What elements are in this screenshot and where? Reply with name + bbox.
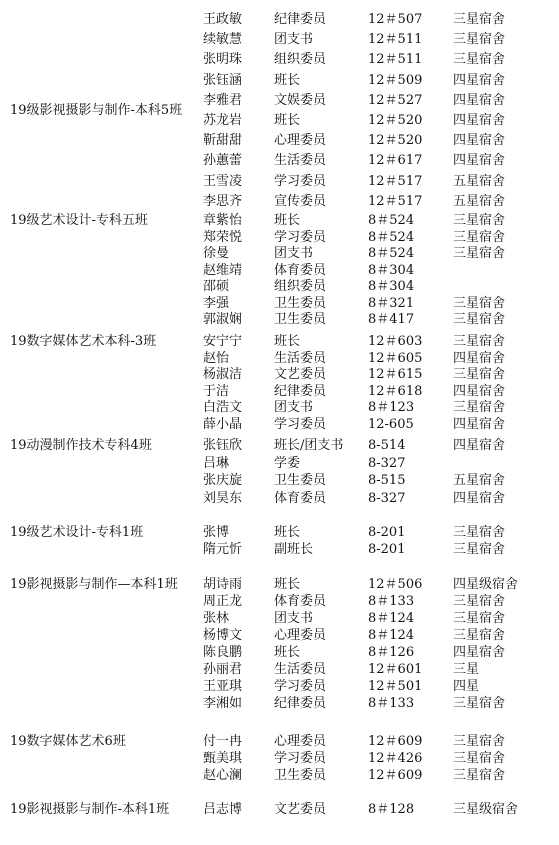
cell-role: 班长 [274,113,301,128]
table-row [0,541,559,559]
cell-role: 心理委员 [274,628,327,643]
cell-name: 隋元忻 [203,542,243,557]
table-row [0,51,559,69]
table-row [0,350,559,368]
cell-role: 学委 [274,455,301,471]
cell-room: 12＃511 [368,32,423,48]
cell-name: 邵硕 [203,279,230,294]
cell-name: 薛小晶 [203,416,243,432]
cell-dorm: 三星宿舍 [453,594,506,609]
cell-role: 宣传委员 [274,193,327,209]
cell-room: 12＃615 [368,367,423,382]
cell-name: 章紫怡 [203,213,243,228]
cell-room: 12＃605 [368,350,423,366]
cell-role: 团支书 [274,400,314,415]
cell-room: 12＃601 [368,662,423,677]
cell-role: 学习委员 [274,229,327,245]
cell-role: 体育委员 [274,262,327,278]
cell-role: 文艺委员 [274,802,327,817]
table-row [0,610,559,628]
cell-role: 体育委员 [274,490,327,506]
cell-dorm: 四星宿舍 [453,350,506,366]
cell-dorm: 三星宿舍 [453,628,506,643]
cell-role: 班长/团支书 [274,438,344,453]
cell-room: 8＃304 [368,279,415,294]
table-row [0,695,559,713]
cell-role: 卫生委员 [274,295,327,311]
cell-role: 学习委员 [274,416,327,432]
cell-role: 文娱委员 [274,92,327,108]
table-row [0,193,559,211]
cell-name: 白浩文 [203,400,243,415]
table-row [0,416,559,434]
cell-dorm: 四星宿舍 [453,153,506,169]
cell-name: 杨博文 [203,628,243,643]
table-row [0,644,559,662]
cell-room: 8＃321 [368,295,415,311]
cell-name: 张庆旋 [203,473,243,488]
cell-name: 刘昊东 [203,490,243,506]
table-row [0,11,559,29]
table-row [0,472,559,490]
cell-dorm: 四星宿舍 [453,113,506,128]
cell-dorm: 三星宿舍 [453,751,506,766]
class-name-label: 19影视摄影与制作-本科1班 [10,802,170,817]
cell-room: 8-327 [368,490,406,506]
cell-dorm: 三星宿舍 [453,246,506,261]
table-row [0,152,559,170]
cell-room: 8＃304 [368,262,415,278]
table-row [0,366,559,384]
cell-dorm: 三星宿舍 [453,611,506,626]
table-row [0,733,559,751]
cell-name: 胡诗雨 [203,577,243,592]
cell-room: 12＃517 [368,173,423,189]
cell-room: 12-605 [368,416,414,432]
table-row [0,750,559,768]
cell-room: 8＃133 [368,594,415,609]
cell-name: 徐曼 [203,246,230,261]
cell-dorm: 三星宿舍 [453,696,506,711]
cell-name: 李湘如 [203,696,243,711]
cell-role: 学习委员 [274,173,327,189]
cell-role: 生活委员 [274,153,327,169]
cell-role: 文艺委员 [274,367,327,382]
cell-name: 赵心澜 [203,768,243,783]
cell-name: 张明珠 [203,52,243,68]
cell-role: 班长 [274,577,301,592]
cell-dorm: 五星宿舍 [453,173,506,189]
cell-role: 纪律委员 [274,12,327,27]
cell-room: 8-327 [368,455,406,471]
cell-role: 班长 [274,525,301,540]
cell-name: 付一冉 [203,734,243,749]
cell-dorm: 三星宿舍 [453,295,506,311]
cell-room: 8-515 [368,473,406,488]
table-row [0,245,559,263]
cell-room: 12＃517 [368,193,423,209]
cell-role: 学习委员 [274,751,327,766]
table-row [0,295,559,313]
table-row [0,229,559,247]
cell-dorm: 三星宿舍 [453,400,506,415]
cell-room: 12＃511 [368,52,423,68]
cell-dorm: 四星宿舍 [453,438,506,453]
cell-role: 学习委员 [274,679,327,694]
cell-room: 8＃123 [368,400,415,415]
cell-role: 心理委员 [274,133,327,149]
cell-dorm: 四星宿舍 [453,72,506,88]
cell-role: 团支书 [274,246,314,261]
cell-room: 8＃524 [368,213,415,228]
cell-dorm: 三星 [453,662,480,677]
cell-role: 组织委员 [274,52,327,68]
cell-name: 杨淑洁 [203,367,243,382]
cell-dorm: 四星级宿舍 [453,577,519,592]
table-row [0,627,559,645]
table-row [0,333,559,351]
cell-role: 班长 [274,72,301,88]
cell-dorm: 四星宿舍 [453,416,506,432]
cell-name: 王政敏 [203,12,243,27]
cell-dorm: 四星宿舍 [453,490,506,506]
cell-role: 纪律委员 [274,696,327,711]
cell-room: 12＃426 [368,751,423,766]
cell-name: 李强 [203,295,230,311]
cell-dorm: 四星宿舍 [453,645,506,660]
cell-name: 吕琳 [203,455,230,471]
cell-role: 副班长 [274,542,314,557]
cell-name: 安宁宁 [203,334,243,349]
table-row [0,801,559,819]
table-row [0,593,559,611]
cell-room: 8＃524 [368,246,415,261]
cell-name: 吕志博 [203,802,243,817]
cell-dorm: 四星宿舍 [453,383,506,399]
table-row [0,311,559,329]
cell-name: 张林 [203,611,230,626]
table-row [0,437,559,455]
cell-name: 周正龙 [203,594,243,609]
cell-name: 于洁 [203,383,230,399]
cell-name: 张钰涵 [203,72,243,88]
cell-name: 孙丽君 [203,662,243,677]
cell-name: 续敏慧 [203,32,243,48]
table-row [0,31,559,49]
table-row [0,661,559,679]
cell-role: 班长 [274,213,301,228]
cell-role: 生活委员 [274,662,327,677]
cell-role: 团支书 [274,32,314,48]
cell-dorm: 三星宿舍 [453,334,506,349]
cell-room: 12＃527 [368,92,423,108]
cell-role: 卫生委员 [274,473,327,488]
cell-role: 团支书 [274,611,314,626]
cell-room: 12＃609 [368,768,423,783]
cell-room: 8-201 [368,525,406,540]
cell-name: 郑荣悦 [203,229,243,245]
cell-role: 体育委员 [274,594,327,609]
table-row [0,132,559,150]
cell-dorm: 五星宿舍 [453,473,506,488]
cell-role: 班长 [274,645,301,660]
cell-role: 班长 [274,334,301,349]
table-row [0,490,559,508]
table-row [0,212,559,230]
cell-dorm: 三星级宿舍 [453,802,519,817]
table-row [0,399,559,417]
cell-dorm: 三星宿舍 [453,525,506,540]
cell-role: 生活委员 [274,350,327,366]
cell-name: 张钰欣 [203,438,243,453]
cell-dorm: 四星 [453,679,480,694]
cell-dorm: 四星宿舍 [453,92,506,108]
cell-room: 12＃609 [368,734,423,749]
cell-room: 8＃126 [368,645,415,660]
table-row [0,262,559,280]
class-name-label: 19数字媒体艺术本科-3班 [10,334,157,349]
cell-name: 张博 [203,525,230,540]
cell-room: 12＃618 [368,383,423,399]
cell-room: 12＃506 [368,577,423,592]
table-row [0,173,559,191]
cell-name: 孙蕙蕾 [203,153,243,169]
cell-role: 卫生委员 [274,312,327,327]
cell-dorm: 三星宿舍 [453,734,506,749]
cell-role: 卫生委员 [274,768,327,783]
cell-name: 赵维靖 [203,262,243,278]
cell-role: 心理委员 [274,734,327,749]
cell-dorm: 三星宿舍 [453,367,506,382]
cell-name: 李雅君 [203,92,243,108]
class-name-label: 19级影视摄影与制作-本科5班 [10,102,183,118]
cell-dorm: 三星宿舍 [453,213,506,228]
table-row [0,72,559,90]
cell-role: 组织委员 [274,279,327,294]
table-row [0,678,559,696]
cell-room: 8-514 [368,438,406,453]
class-name-label: 19级艺术设计-专科五班 [10,213,148,228]
cell-room: 12＃520 [368,133,423,149]
cell-name: 苏龙岩 [203,113,243,128]
cell-dorm: 三星宿舍 [453,768,506,783]
cell-room: 8＃417 [368,312,415,327]
cell-room: 8＃128 [368,802,415,817]
class-name-label: 19影视摄影与制作—本科1班 [10,577,178,592]
table-row [0,576,559,594]
cell-room: 8＃124 [368,628,415,643]
cell-room: 8＃524 [368,229,415,245]
cell-room: 8-201 [368,542,406,557]
cell-dorm: 三星宿舍 [453,542,506,557]
cell-name: 李思齐 [203,193,243,209]
cell-dorm: 四星宿舍 [453,133,506,149]
cell-dorm: 三星宿舍 [453,312,506,327]
cell-dorm: 五星宿舍 [453,193,506,209]
class-name-label: 19动漫制作技术专科4班 [10,438,152,453]
class-name-label: 19数字媒体艺术6班 [10,734,126,749]
cell-room: 12＃507 [368,12,423,27]
class-name-label: 19级艺术设计-专科1班 [10,525,144,540]
cell-room: 12＃520 [368,113,423,128]
cell-room: 12＃603 [368,334,423,349]
table-row [0,112,559,130]
cell-name: 甄美琪 [203,751,243,766]
cell-room: 12＃617 [368,153,423,169]
cell-dorm: 三星宿舍 [453,12,506,27]
cell-room: 8＃133 [368,696,415,711]
cell-dorm: 三星宿舍 [453,52,506,68]
table-row [0,524,559,542]
table-row [0,278,559,296]
cell-dorm: 三星宿舍 [453,32,506,48]
table-row [0,767,559,785]
cell-room: 12＃509 [368,72,423,88]
cell-room: 8＃124 [368,611,415,626]
cell-role: 纪律委员 [274,383,327,399]
cell-name: 靳甜甜 [203,133,243,149]
cell-name: 王雪凌 [203,173,243,189]
cell-name: 王亚琪 [203,679,243,694]
cell-room: 12＃501 [368,679,423,694]
cell-name: 赵怡 [203,350,230,366]
cell-name: 陈良鹏 [203,645,243,660]
cell-name: 郭淑娴 [203,312,243,327]
table-row [0,92,559,110]
table-row [0,383,559,401]
table-row [0,455,559,473]
cell-dorm: 三星宿舍 [453,229,506,245]
